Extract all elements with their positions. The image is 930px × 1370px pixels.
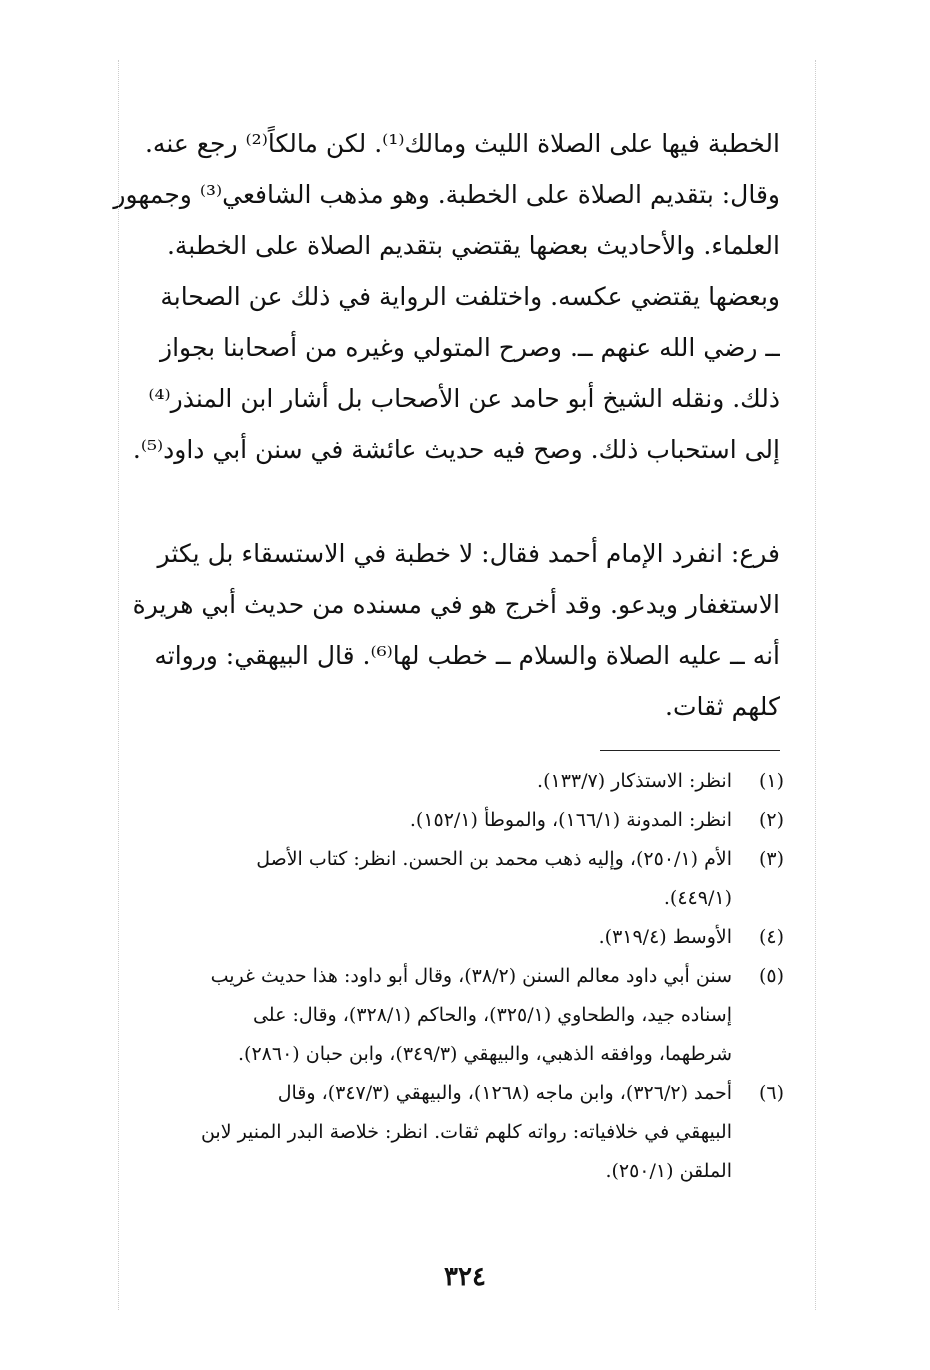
scan-artifact-dots bbox=[118, 60, 121, 1310]
footnote-text: (٤٤٩/١). bbox=[663, 887, 732, 909]
footnote-number: (٥) bbox=[758, 965, 784, 987]
footnotes-list bbox=[112, 762, 784, 1191]
text-line: الخطبة فيها على الصلاة الليث ومالك⁽¹⁾. لكن مالكاً⁽²⁾ رجع عنه. bbox=[144, 129, 780, 158]
footnote-text: الأوسط (٣١٩/٤). bbox=[598, 926, 732, 948]
footnote-text: أحمد (٣٢٦/٢)، وابن ماجه (١٢٦٨)، والبيهقي (٣٤٧/٣)، وقال bbox=[277, 1082, 732, 1104]
text-line: العلماء. والأحاديث بعضها يقتضي بتقديم الصلاة على الخطبة. bbox=[166, 231, 780, 260]
text-line: الاستغفار ويدعو. وقد أخرج هو في مسنده من حديث أبي هريرة bbox=[132, 590, 780, 619]
text-line: كلهم ثقات. bbox=[665, 692, 780, 721]
text-line: إلى استحباب ذلك. وصح فيه حديث عائشة في سنن أبي داود⁽⁵⁾. bbox=[132, 435, 780, 464]
footnote-number: (٢) bbox=[758, 809, 784, 831]
footnote-3 bbox=[112, 840, 784, 918]
footnote-number: (٣) bbox=[758, 848, 784, 870]
text-line: ذلك. ونقله الشيخ أبو حامد عن الأصحاب بل أشار ابن المنذر⁽⁴⁾ bbox=[148, 384, 780, 413]
text-line: وقال: بتقديم الصلاة على الخطبة. وهو مذهب الشافعي⁽³⁾ وجمهور bbox=[113, 180, 780, 209]
footnote-text: الملقن (٢٥٠/١). bbox=[605, 1160, 732, 1182]
footnote-1 bbox=[112, 762, 784, 801]
page-number: ٣٢٤ bbox=[444, 1262, 486, 1292]
footnote-text: البيهقي في خلافياته: رواته كلهم ثقات. انظر: خلاصة البدر المنير لابن bbox=[200, 1121, 732, 1143]
footnote-number: (١) bbox=[758, 770, 784, 792]
footnote-number: (٤) bbox=[758, 926, 784, 948]
footnote-text: إسناده جيد، والطحاوي (٣٢٥/١)، والحاكم (٣٢٨/١)، وقال: على bbox=[252, 1004, 732, 1026]
footnote-text: انظر: الاستذكار (١٣٣/٧). bbox=[537, 770, 732, 792]
footnote-text: انظر: المدونة (١٦٦/١)، والموطأ (١٥٢/١). bbox=[409, 809, 732, 831]
footnote-text: سنن أبي داود معالم السنن (٣٨/٢)، وقال أبو داود: هذا حديث غريب bbox=[210, 965, 732, 987]
body-paragraph-2 bbox=[100, 528, 780, 732]
footnote-6 bbox=[112, 1074, 784, 1191]
footnote-4 bbox=[112, 918, 784, 957]
text-line: وبعضها يقتضي عكسه. واختلفت الرواية في ذلك عن الصحابة bbox=[160, 282, 780, 311]
footnote-separator bbox=[600, 750, 780, 751]
text-line: فرع: انفرد الإمام أحمد فقال: لا خطبة في الاستسقاء بل يكثر bbox=[157, 539, 780, 568]
body-paragraph-1 bbox=[100, 118, 780, 475]
text-line: ــ رضي الله عنهم ــ. وصرح المتولي وغيره من أصحابنا بجواز bbox=[160, 333, 780, 362]
scan-artifact-dots bbox=[815, 60, 818, 1310]
footnote-2 bbox=[112, 801, 784, 840]
text-line: أنه ــ عليه الصلاة والسلام ــ خطب لها⁽⁶⁾. قال البيهقي: ورواته bbox=[154, 641, 780, 670]
footnote-text: شرطهما، ووافقه الذهبي، والبيهقي (٣٤٩/٣)، وابن حبان (٢٨٦٠). bbox=[238, 1043, 732, 1065]
footnote-text: الأم (٢٥٠/١)، وإليه ذهب محمد بن الحسن. انظر: كتاب الأصل bbox=[256, 848, 732, 870]
footnote-number: (٦) bbox=[758, 1082, 784, 1104]
footnote-5 bbox=[112, 957, 784, 1074]
